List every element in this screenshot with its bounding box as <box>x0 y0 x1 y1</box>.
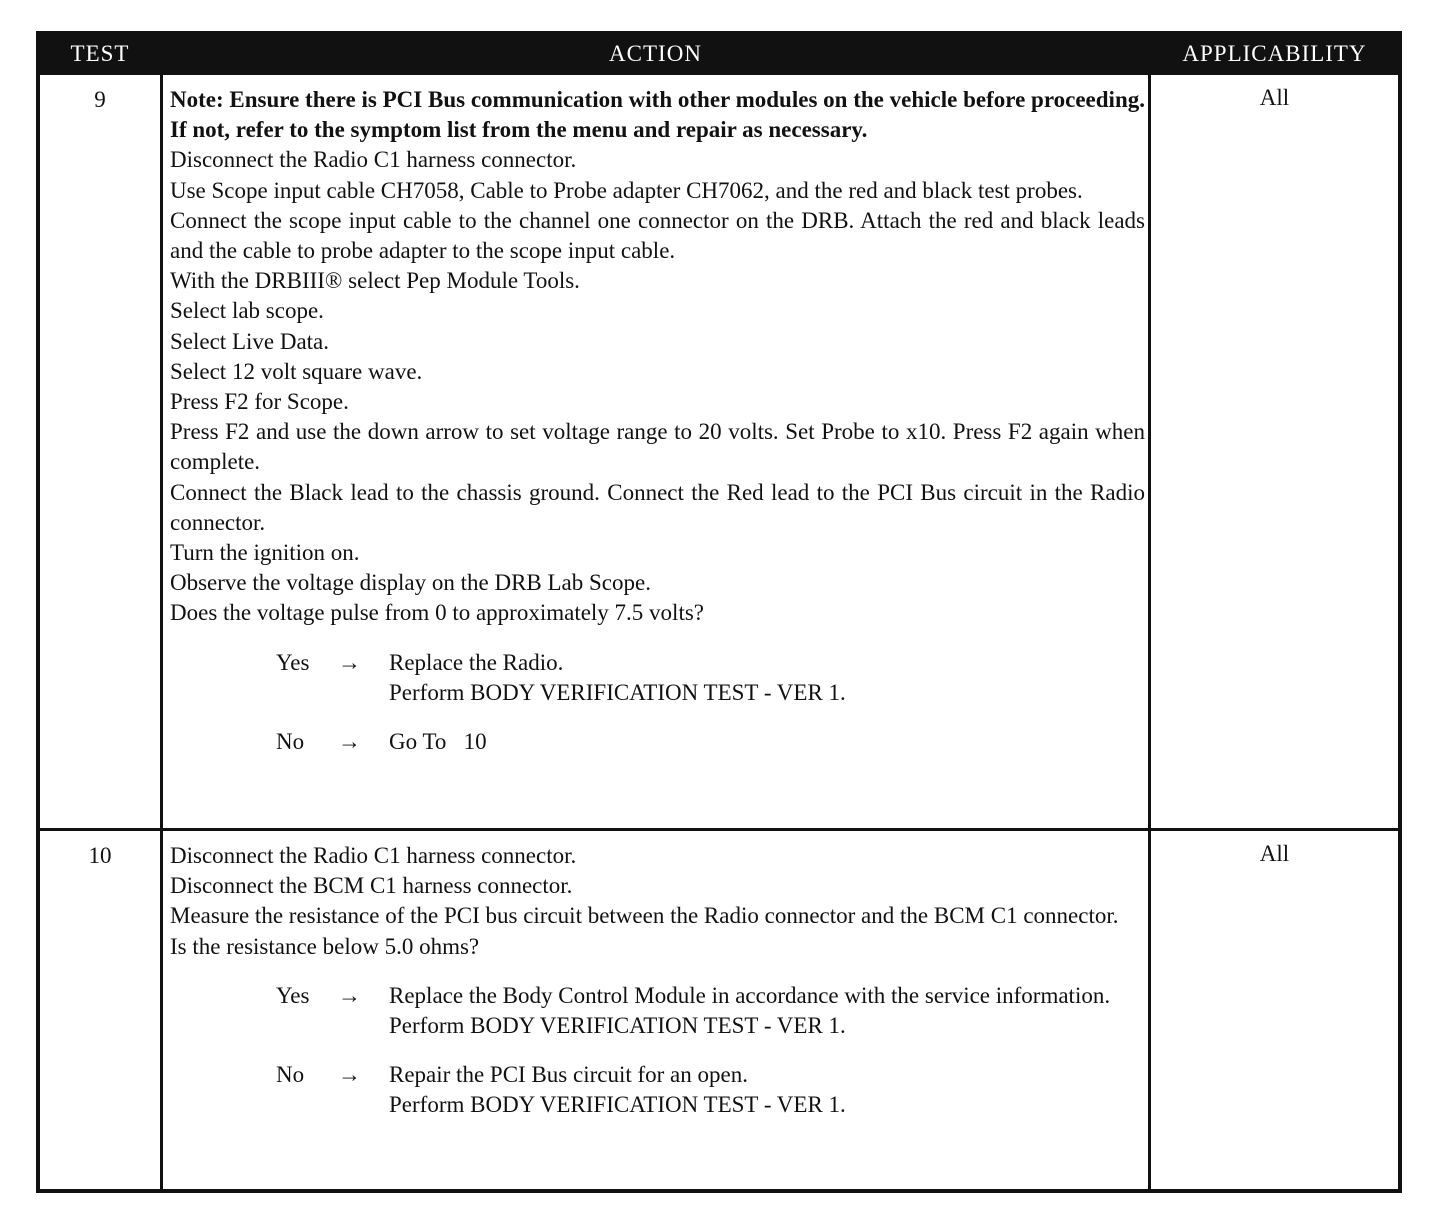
row-divider <box>40 828 1398 831</box>
step-text: Press F2 for Scope. <box>170 389 349 415</box>
note-text: Note: Ensure there is PCI Bus communication with other modules on the vehicle before proceeding. If not, refer to the symptom list from the menu and repair as necessary. <box>170 87 1145 143</box>
outcome-text: Replace the Body Control Module in accordance with the service information. <box>389 982 1111 1008</box>
step-text: With the DRBIII® select Pep Module Tools. <box>170 268 580 294</box>
yes-outcome <box>170 648 1145 708</box>
step-text: Select Live Data. <box>170 328 330 354</box>
step-text: Select 12 volt square wave. <box>170 358 423 384</box>
arrow-icon: → <box>338 1062 361 1088</box>
column-divider-applicability <box>1148 75 1151 1189</box>
step-text: Connect the scope input cable to the channel one connector on the DRB. Attach the red and black leads and the cable to probe adapter to the scope input cable. <box>170 207 1145 264</box>
table-header <box>40 35 1398 75</box>
step-text: Turn the ignition on. <box>170 540 360 566</box>
arrow-icon: → <box>338 649 361 675</box>
yes-outcome <box>170 981 1145 1041</box>
header-applicability: APPLICABILITY <box>1182 41 1367 66</box>
step-text: Select lab scope. <box>170 298 324 324</box>
test-number: 10 <box>88 843 112 868</box>
yes-label: Yes <box>276 649 310 675</box>
applicability-value: All <box>1259 841 1290 866</box>
no-outcome <box>170 727 1145 757</box>
step-text: Press F2 and use the down arrow to set voltage range to 20 volts. Set Probe to x10. Press F2 again when complete. <box>170 419 1145 475</box>
outcome-text: Perform BODY VERIFICATION TEST - VER 1. <box>389 1013 846 1039</box>
outcome-text: Go To 10 <box>389 729 487 755</box>
step-text: Measure the resistance of the PCI bus circuit between the Radio connector and the BCM C1 connector. <box>170 903 1119 929</box>
step-text: Observe the voltage display on the DRB Lab Scope. <box>170 570 651 596</box>
diagnostic-table <box>36 31 1402 1193</box>
outcome-text: Perform BODY VERIFICATION TEST - VER 1. <box>389 1092 846 1118</box>
step-text: Disconnect the BCM C1 harness connector. <box>170 873 573 899</box>
step-text: Is the resistance below 5.0 ohms? <box>170 933 480 959</box>
applicability-value: All <box>1259 85 1290 110</box>
column-divider-test <box>160 75 163 1189</box>
outcome-text: Replace the Radio. <box>389 649 564 675</box>
step-text: Disconnect the Radio C1 harness connector. <box>170 147 577 173</box>
header-test: TEST <box>70 41 130 66</box>
action-cell <box>170 85 1145 757</box>
outcome-text: Repair the PCI Bus circuit for an open. <box>389 1062 748 1088</box>
no-label: No <box>276 729 305 755</box>
outcome-text: Perform BODY VERIFICATION TEST - VER 1. <box>389 679 846 705</box>
step-text: Use Scope input cable CH7058, Cable to Probe adapter CH7062, and the red and black test probes. <box>170 177 1083 203</box>
step-text: Connect the Black lead to the chassis ground. Connect the Red lead to the PCI Bus circuit in the Radio connector. <box>170 479 1145 535</box>
arrow-icon: → <box>338 729 361 755</box>
arrow-icon: → <box>338 982 361 1008</box>
header-action: ACTION <box>609 41 702 66</box>
step-text: Disconnect the Radio C1 harness connector. <box>170 843 577 868</box>
no-outcome <box>170 1060 1145 1120</box>
no-label: No <box>276 1062 305 1088</box>
step-text: Does the voltage pulse from 0 to approximately 7.5 volts? <box>170 600 704 626</box>
action-cell <box>170 841 1145 1121</box>
test-number: 9 <box>94 87 106 112</box>
yes-label: Yes <box>276 982 310 1008</box>
